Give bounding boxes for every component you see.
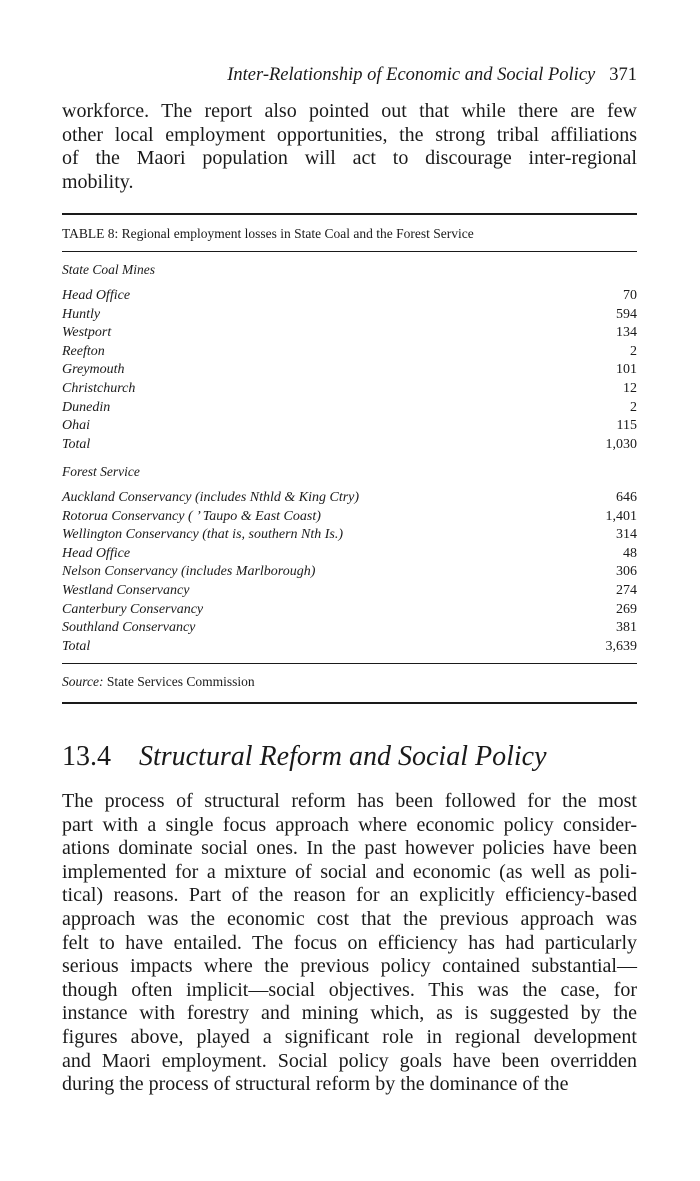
row-value: 3,639 bbox=[605, 638, 637, 654]
row-name: Total bbox=[62, 436, 91, 452]
text-line: other local employment opportunities, the strong tribal affiliations bbox=[62, 123, 637, 146]
row-value: 381 bbox=[616, 620, 637, 636]
row-name: Westport bbox=[62, 325, 112, 341]
row-value: 306 bbox=[616, 564, 637, 580]
running-head bbox=[62, 64, 637, 86]
text-line: part with a single focus approach where economic policy consider- bbox=[62, 813, 637, 836]
table-bottom-rule bbox=[62, 702, 637, 704]
row-name: Greymouth bbox=[62, 362, 125, 378]
row-name: Ohai bbox=[62, 418, 90, 434]
text-line: felt to have entailed. The focus on efficiency has had particularly bbox=[62, 931, 637, 954]
row-name: Huntly bbox=[62, 306, 101, 322]
text-line: instance with forestry and mining which, as is suggested by the bbox=[62, 1002, 637, 1025]
row-name: Rotorua Conservancy ( ’ Taupo & East Coast) bbox=[62, 508, 321, 524]
text-line: ations dominate social ones. In the past however policies have been bbox=[62, 837, 637, 860]
table-row bbox=[62, 619, 637, 637]
row-name: Reefton bbox=[62, 343, 105, 359]
row-value: 314 bbox=[616, 527, 637, 543]
table-row bbox=[62, 582, 637, 600]
table-row bbox=[62, 306, 637, 324]
table-row bbox=[62, 638, 637, 656]
row-name: Head Office bbox=[62, 288, 131, 303]
text-line: though often implicit—social objectives. This was the case, for bbox=[62, 978, 637, 1001]
text-line: serious impacts where the previous policy contained substantial— bbox=[62, 955, 637, 978]
row-value: 70 bbox=[623, 288, 637, 303]
running-head-title: Inter-Relationship of Economic and Social Policy bbox=[227, 65, 596, 85]
table-top-rule bbox=[62, 213, 637, 215]
table-source-rule bbox=[62, 663, 637, 664]
text-line: mobility. bbox=[62, 170, 134, 193]
table-row bbox=[62, 489, 637, 507]
table-row bbox=[62, 324, 637, 342]
row-name: Head Office bbox=[62, 545, 131, 561]
row-value: 274 bbox=[616, 583, 637, 598]
row-value: 2 bbox=[630, 343, 637, 359]
row-name: Dunedin bbox=[62, 399, 111, 415]
table-row bbox=[62, 343, 637, 361]
row-name: Christchurch bbox=[62, 381, 136, 396]
row-value: 594 bbox=[616, 306, 637, 322]
row-value: 1,030 bbox=[605, 436, 637, 452]
table-row bbox=[62, 508, 637, 526]
row-name: Nelson Conservancy (includes Marlborough) bbox=[62, 564, 316, 580]
text-line: approach was the economic cost that the previous approach was bbox=[62, 907, 637, 930]
text-line: tical) reasons. Part of the reason for an explicitly efficiency-based bbox=[62, 884, 637, 907]
row-value: 1,401 bbox=[605, 508, 637, 524]
row-name: Wellington Conservancy (that is, southern Nth Is.) bbox=[62, 527, 344, 543]
text-line: of the Maori population will act to discourage inter-regional bbox=[62, 147, 637, 170]
table-row bbox=[62, 287, 637, 305]
row-value: 48 bbox=[623, 545, 637, 561]
row-value: 101 bbox=[616, 362, 637, 378]
row-name: Canterbury Conservancy bbox=[62, 601, 204, 617]
row-value: 269 bbox=[616, 601, 637, 617]
section-title: Structural Reform and Social Policy bbox=[139, 741, 547, 772]
section-number: 13.4 bbox=[62, 741, 111, 772]
table-source bbox=[62, 674, 637, 690]
table-row bbox=[62, 545, 637, 563]
source-text: State Services Commission bbox=[106, 674, 255, 689]
table-section-label: State Coal Mines bbox=[62, 262, 155, 277]
table-row bbox=[62, 601, 637, 619]
text-line: figures above, played a significant role in regional development bbox=[62, 1025, 637, 1048]
source-label: Source: bbox=[62, 674, 104, 689]
row-name: Westland Conservancy bbox=[62, 583, 190, 598]
text-line: The process of structural reform has been followed for the most bbox=[62, 790, 637, 812]
table-section-label: Forest Service bbox=[62, 464, 140, 479]
row-value: 2 bbox=[630, 399, 637, 415]
row-name: Total bbox=[62, 638, 91, 654]
table-row bbox=[62, 563, 637, 581]
section-heading bbox=[62, 740, 637, 774]
text-line: implemented for a mixture of social and economic (as well as poli- bbox=[62, 860, 637, 883]
row-value: 12 bbox=[623, 381, 637, 396]
table-row bbox=[62, 399, 637, 417]
table-row bbox=[62, 436, 637, 454]
table-caption: TABLE 8: Regional employment losses in State Coal and the Forest Service bbox=[62, 226, 474, 241]
row-value: 134 bbox=[616, 325, 637, 341]
row-name: Auckland Conservancy (includes Nthld & King Ctry) bbox=[62, 490, 360, 505]
table-row bbox=[62, 380, 637, 398]
intro-paragraph bbox=[62, 100, 637, 194]
table-row bbox=[62, 417, 637, 435]
row-value: 115 bbox=[616, 418, 637, 434]
page-number: 371 bbox=[609, 65, 637, 85]
table-row bbox=[62, 526, 637, 544]
text-line: workforce. The report also pointed out that while there are few bbox=[62, 100, 637, 122]
text-line: during the process of structural reform by the dominance of the bbox=[62, 1073, 569, 1096]
text-line: and Maori employment. Social policy goals have been overridden bbox=[62, 1049, 637, 1072]
row-value: 646 bbox=[616, 490, 637, 505]
table-row bbox=[62, 361, 637, 379]
row-name: Southland Conservancy bbox=[62, 620, 196, 636]
body-paragraph bbox=[62, 790, 637, 1097]
table-caption-rule bbox=[62, 251, 637, 252]
